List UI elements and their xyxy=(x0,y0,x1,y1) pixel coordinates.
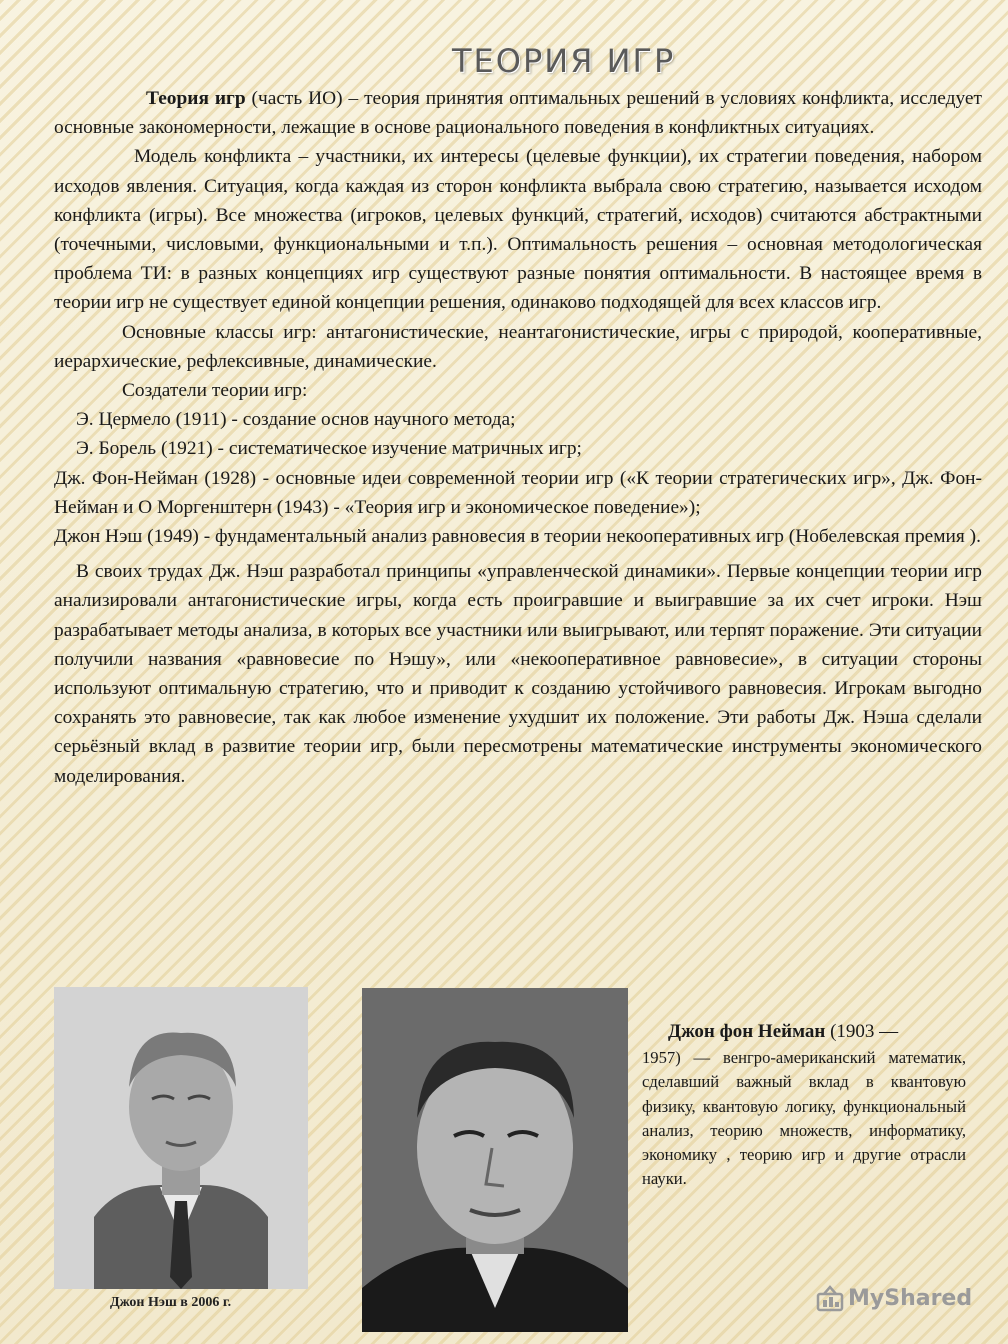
myshared-logo-icon xyxy=(816,1284,844,1312)
paragraph-model: Модель конфликта – участники, их интересы (целевые функции), их стратегии поведения, набором исходов явления. Ситуация, когда каждая из сторон конфликта выбрала свою стратегию, называется исходом конфликта (игры). Все множества (игроков, целевых функций, стратегий, исходов) считаются абстрактными (точечными, числовыми, функциональными и т.п.). Оптимальность решения – основная методологическая проблема ТИ: в разных концепциях игр существуют разные понятия оптимальности. В настоящее время в теории игр не существует единой концепции решения, одинаково подходящей для всех классов игр. xyxy=(54,146,982,314)
paragraph-nash: В своих трудах Дж. Нэш разработал принципы «управленческой динамики». Первые концепции теории игр анализировали антагонистические игры, когда есть проигравшие и выигравшие за их счет игроки. Нэш разрабатывает методы анализа, в которых все участники или выигрывают, или терпят поражение. Эти ситуации получили названия «равновесие по Нэшу», или «некооперативное равновесие», в ситуации стороны используют оптимальную стратегию, что и приводит к созданию устойчивого равновесия. Игрокам выгодно сохранять это равновесие, так как любое изменение ухудшит их положение. Эти работы Дж. Нэша сделали серьёзный вклад в развитие теории игр, были пересмотрены математические инструменты экономического моделирования. xyxy=(54,561,982,787)
creator-item: Джон Нэш (1949) - фундаментальный анализ равновесия в теории некооперативных игр (Нобелевская премия ). xyxy=(54,526,981,548)
neumann-bio xyxy=(642,1018,966,1192)
creator-item: Дж. Фон-Нейман (1928) - основные идеи современной теории игр («К теории стратегических игр», Дж. Фон-Нейман и О Моргенштерн (1943) - «Теория игр и экономическое поведение»); xyxy=(54,467,982,518)
neumann-photo xyxy=(362,988,628,1332)
paragraph-classes: Основные классы игр: антагонистические, неантагонистические, игры с природой, кооперативные, иерархические, рефлексивные, динамические. xyxy=(54,321,982,372)
myshared-watermark xyxy=(816,1281,976,1315)
main-text xyxy=(54,84,982,791)
bio-text: 1957) — венгро-американский математик, сделавший важный вклад в квантовую физику, квантовую логику, функциональный анализ, теорию множеств, информатику, экономику , теорию игр и другие отрасли науки. xyxy=(642,1048,966,1189)
nash-photo xyxy=(54,987,308,1289)
creator-item: Э. Цермело (1911) - создание основ научного метода; xyxy=(76,409,516,431)
term-bold: Теория игр xyxy=(146,88,246,109)
portrait-photo-icon xyxy=(362,988,628,1332)
watermark-text: MyShared xyxy=(848,1285,973,1311)
bio-first-line xyxy=(642,1018,966,1046)
creator-item: Э. Борель (1921) - систематическое изучение матричных игр; xyxy=(76,438,582,460)
definition-text: (часть ИО) – теория принятия оптимальных решений в условиях конфликта, исследует основные закономерности, лежащие в основе рационального поведения в конфликтных ситуациях. xyxy=(54,88,982,139)
paragraph-creators-heading: Создатели теории игр: xyxy=(122,380,308,402)
bio-name: Джон фон Нейман xyxy=(668,1021,826,1042)
portrait-photo-icon xyxy=(54,987,308,1289)
photo-caption: Джон Нэш в 2006 г. xyxy=(110,1295,232,1310)
paragraph-definition xyxy=(54,84,982,142)
bio-years-start: (1903 — xyxy=(825,1021,899,1042)
page-title: ТЕОРИЯ ИГР xyxy=(452,42,676,80)
